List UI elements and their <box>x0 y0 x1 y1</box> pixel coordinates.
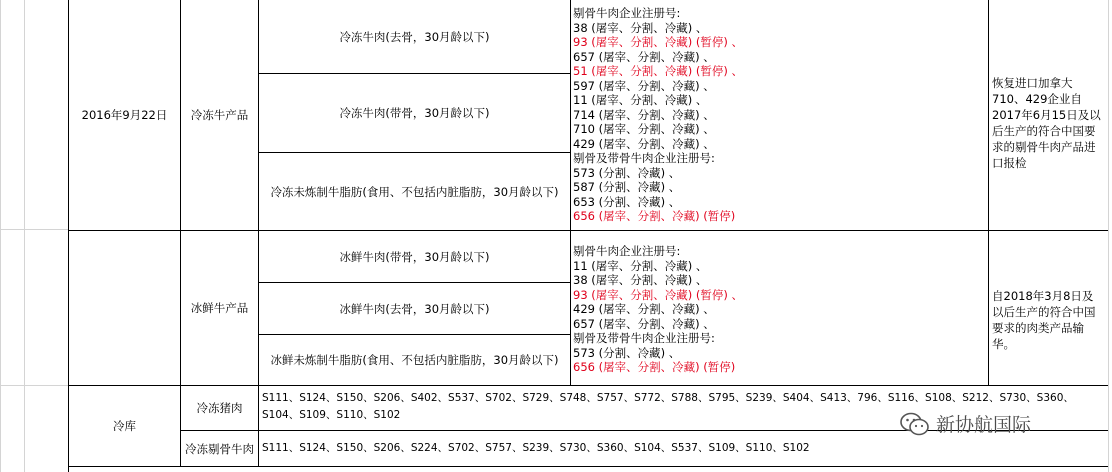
wechat-icon <box>900 411 930 437</box>
enterprise-line: 573 (分割、冷藏) 、 <box>573 345 681 360</box>
product-chilled-beef-bone-in: 冰鲜牛肉(带骨，30月龄以下) <box>339 249 490 264</box>
enterprise-line: 38 (屠宰、分割、冷藏) 、 <box>573 273 708 287</box>
enterprise-line: 657 (屠宰、分割、冷藏) 、 <box>573 316 715 331</box>
enterprise-line: 714 (屠宰、分割、冷藏) 、 <box>573 107 715 122</box>
enterprise-line: 93 (屠宰、分割、冷藏) (暂停) 、 <box>573 287 744 302</box>
grid-line <box>0 385 68 386</box>
enterprise-line: 656 (屠宰、分割、冷藏) (暂停) <box>573 209 736 223</box>
category-frozen-beef: 冷冻牛产品 <box>190 108 249 122</box>
enterprise-line: 597 (屠宰、分割、冷藏) 、 <box>573 78 715 93</box>
product-frozen-beef-bone-in: 冷冻牛肉(带骨，30月龄以下) <box>339 106 490 120</box>
enterprise-line: 11 (屠宰、分割、冷藏) 、 <box>573 93 708 107</box>
grid-line <box>0 0 1 472</box>
grid-line <box>0 229 68 230</box>
cold-storage-codes-beef: S111、S124、S150、S206、S224、S702、S757、S239、S730、S360、S104、S537、S109、S110、S102 <box>262 442 810 454</box>
approval-date: 2016年9月22日 <box>81 108 168 122</box>
enterprise-line: 429 (屠宰、分割、冷藏) 、 <box>573 136 715 151</box>
product-chilled-beef-boneless: 冰鲜牛肉(去骨，30月龄以下) <box>339 301 490 316</box>
product-frozen-beef-boneless: 冷冻牛肉(去骨，30月龄以下) <box>339 29 490 44</box>
table-border <box>570 0 571 386</box>
cold-storage-label-beef: 冷冻剔骨牛肉 <box>185 441 254 456</box>
table-border <box>988 0 989 386</box>
remark-chilled: 自2018年3月8日及以后生产的符合中国要求的肉类产品输华。 <box>992 289 1096 351</box>
cold-storage-label-pork: 冷冻猪肉 <box>196 401 243 415</box>
enterprise-line: 剔骨牛肉企业注册号: <box>573 244 681 258</box>
cold-storage-codes-pork: S111、S124、S150、S206、S402、S537、S702、S729、S748、S757、S772、S788、S795、S239、S404、S413、796、S116、S108、S212、S730、S360、S104、S109、S110、S102 <box>262 392 1074 421</box>
product-chilled-beef-fat: 冰鲜未炼制牛脂肪(食用、不包括内脏脂肪，30月龄以下) <box>270 353 559 367</box>
enterprise-line: 38 (屠宰、分割、冷藏) 、 <box>573 20 708 35</box>
enterprise-line: 587 (分割、冷藏) 、 <box>573 180 681 194</box>
enterprise-list-chilled <box>573 244 743 375</box>
enterprise-line: 剔骨及带骨牛肉企业注册号: <box>573 151 715 165</box>
enterprise-line: 710 (屠宰、分割、冷藏) 、 <box>573 122 715 136</box>
enterprise-line: 51 (屠宰、分割、冷藏) (暂停) 、 <box>573 64 744 78</box>
table-border <box>68 466 1108 467</box>
enterprise-line: 653 (分割、冷藏) 、 <box>573 194 681 209</box>
watermark-text: 新协航国际 <box>936 414 1032 436</box>
remark-frozen: 恢复进口加拿大710、429企业自2017年6月15日及以后生产的符合中国要求的剔骨牛肉产品进口报检 <box>992 76 1101 170</box>
enterprise-line: 剔骨牛肉企业注册号: <box>573 6 681 20</box>
category-cold-storage: 冷库 <box>113 419 136 433</box>
enterprise-line: 656 (屠宰、分割、冷藏) (暂停) <box>573 360 736 374</box>
category-chilled-beef: 冰鲜牛产品 <box>190 301 249 315</box>
enterprise-line: 573 (分割、冷藏) 、 <box>573 165 681 180</box>
enterprise-line: 剔骨及带骨牛肉企业注册号: <box>573 331 715 345</box>
enterprise-line: 429 (屠宰、分割、冷藏) 、 <box>573 302 715 316</box>
enterprise-list-frozen <box>573 6 743 224</box>
product-frozen-beef-fat: 冷冻未炼制牛脂肪(食用、不包括内脏脂肪，30月龄以下) <box>270 184 559 199</box>
enterprise-line: 657 (屠宰、分割、冷藏) 、 <box>573 49 715 64</box>
enterprise-line: 93 (屠宰、分割、冷藏) (暂停) 、 <box>573 35 744 49</box>
enterprise-line: 11 (屠宰、分割、冷藏) 、 <box>573 258 708 273</box>
grid-line <box>1108 0 1109 472</box>
watermark <box>900 410 1031 437</box>
grid-line <box>24 0 25 472</box>
